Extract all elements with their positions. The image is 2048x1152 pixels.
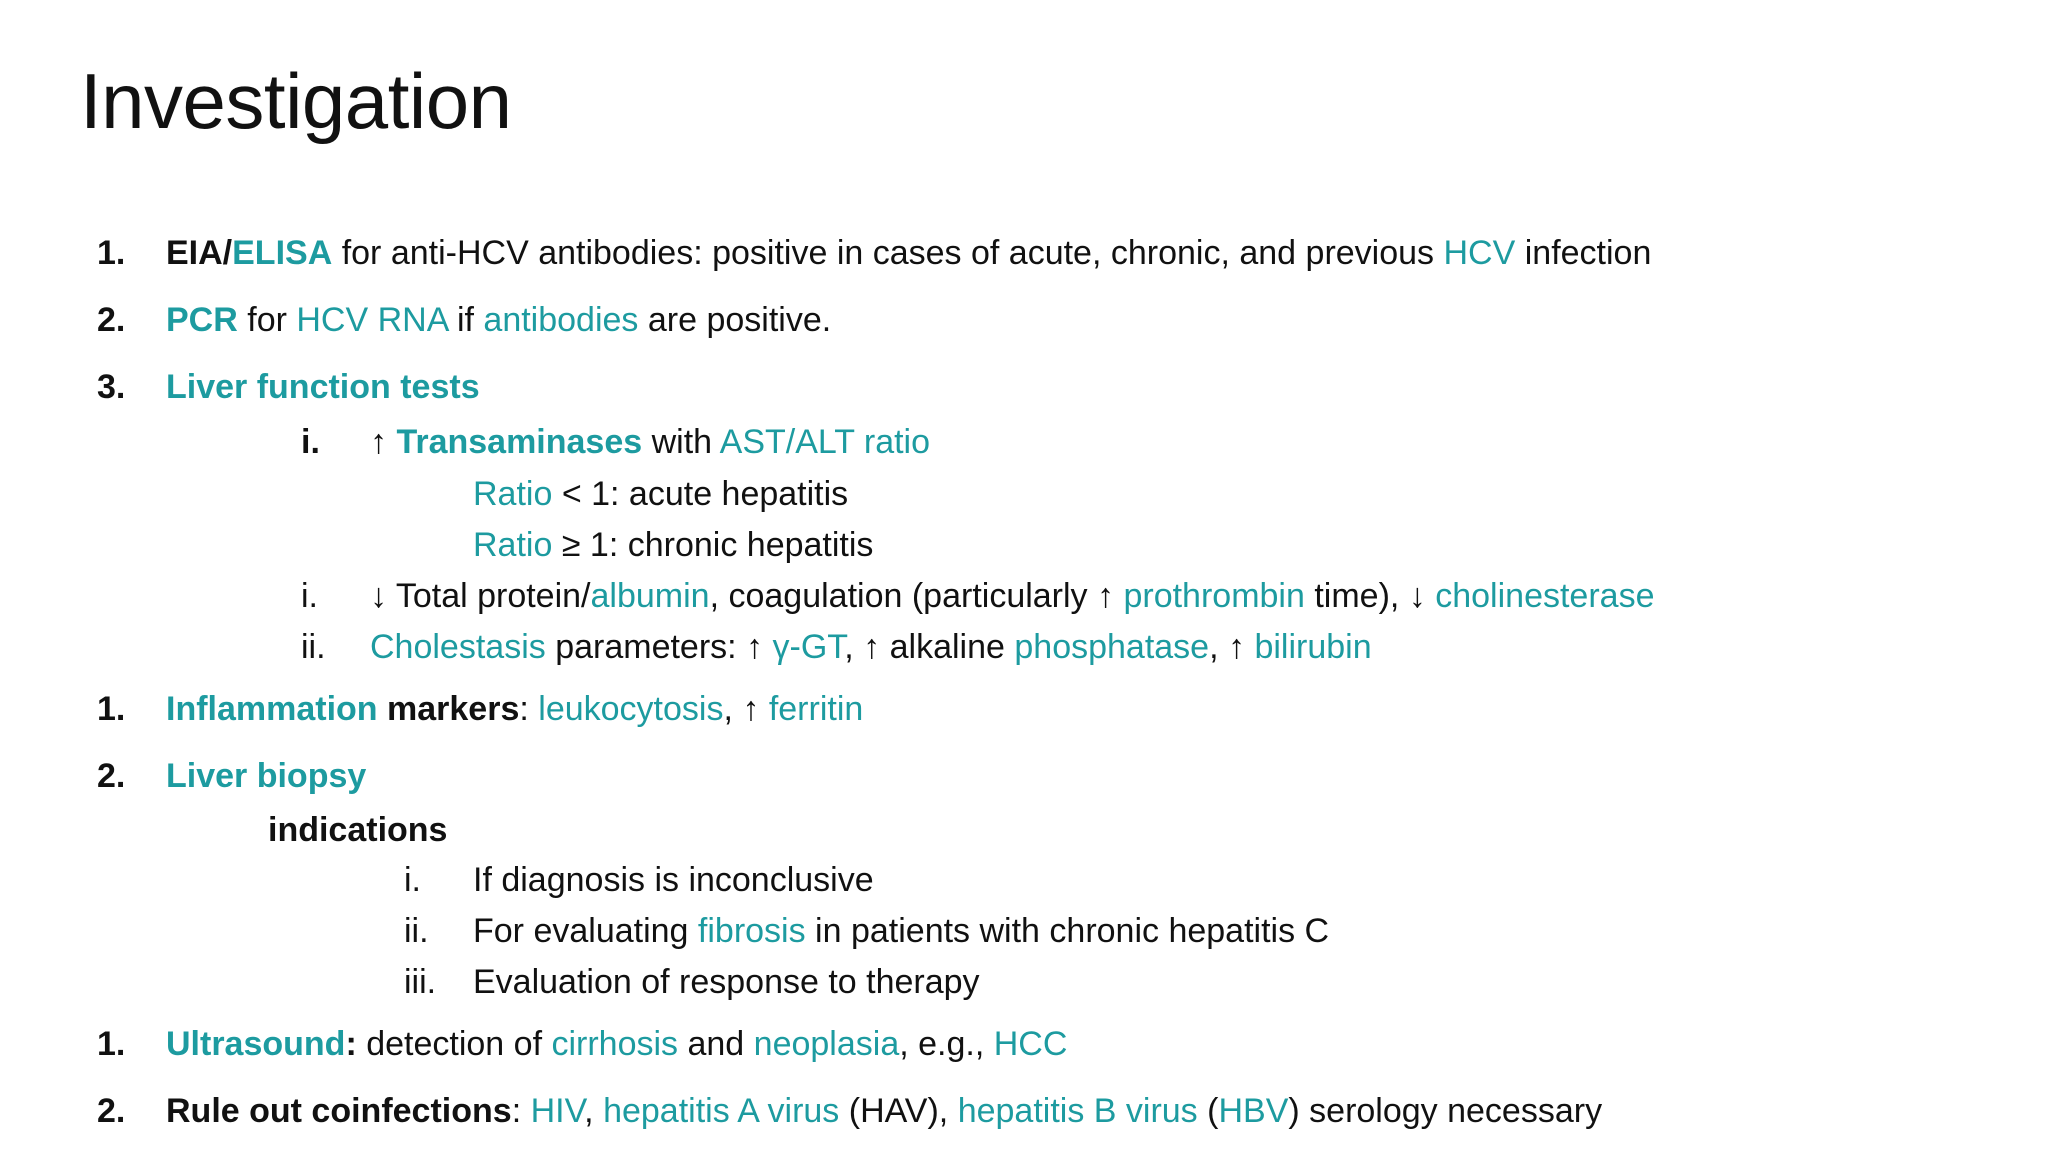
item-text: , e.g., — [899, 1025, 994, 1063]
indication-response: Evaluation of response to therapy — [473, 963, 980, 1001]
item-text: , — [584, 1092, 604, 1130]
item-text: for — [237, 301, 297, 339]
item-text: , ↑ — [723, 690, 769, 728]
sub-item-total-protein — [370, 579, 1654, 613]
item-text: for anti-HCV antibodies: positive in cases of acute, chronic, and previous — [332, 234, 1444, 272]
list-number: 3. — [97, 368, 126, 406]
term-fibrosis: fibrosis — [697, 912, 806, 950]
term-antibodies: antibodies — [483, 301, 639, 339]
ratio-chronic — [473, 528, 873, 562]
term-gamma-gt: γ-GT — [772, 628, 845, 666]
term-cirrhosis: cirrhosis — [551, 1025, 679, 1063]
indication-inconclusive: If diagnosis is inconclusive — [473, 861, 874, 899]
term-ferritin: ferritin — [768, 690, 864, 728]
term-inflammation: Inflammation — [166, 690, 378, 728]
indications-heading: indications — [268, 811, 448, 849]
list-number: 2. — [97, 1092, 126, 1130]
roman-number: ii. — [404, 912, 429, 950]
sub-item-cholestasis — [370, 630, 1372, 664]
term-bilirubin: bilirubin — [1254, 628, 1372, 666]
list-item-coinfections — [166, 1094, 1602, 1128]
list-item-inflammation-markers — [166, 692, 863, 726]
roman-number: i. — [404, 861, 421, 899]
list-number: 1. — [97, 690, 126, 728]
list-item-liver-function-tests: Liver function tests — [166, 368, 480, 406]
roman-number: ii. — [301, 628, 326, 666]
list-number: 1. — [97, 234, 126, 272]
roman-number: iii. — [404, 963, 437, 1001]
roman-number: i. — [301, 577, 318, 615]
item-text: < 1: acute hepatitis — [552, 475, 849, 513]
item-text: ( — [1197, 1092, 1219, 1130]
item-text: ≥ 1: chronic hepatitis — [552, 526, 874, 564]
term-ratio: Ratio — [473, 526, 553, 564]
term-ultrasound: Ultrasound — [166, 1025, 346, 1063]
ratio-acute — [473, 477, 848, 511]
item-colon: : — [345, 1025, 357, 1063]
item-text: , coagulation (particularly ↑ — [709, 577, 1124, 615]
term-hiv: HIV — [530, 1092, 585, 1130]
list-number: 1. — [97, 1025, 126, 1063]
term-elisa: ELISA — [232, 234, 333, 272]
term-eia: EIA/ — [166, 234, 233, 272]
term-markers: markers — [377, 690, 520, 728]
term-ast-alt-ratio: AST/ALT ratio — [719, 423, 931, 461]
indication-fibrosis — [473, 914, 1329, 948]
term-neoplasia: neoplasia — [753, 1025, 900, 1063]
term-pcr: PCR — [166, 301, 238, 339]
page-title: Investigation — [80, 57, 512, 145]
item-text: : — [519, 690, 539, 728]
term-hcv-rna: HCV RNA — [296, 301, 448, 339]
item-text: time), ↓ — [1304, 577, 1436, 615]
item-text: For evaluating — [473, 912, 698, 950]
term-albumin: albumin — [590, 577, 710, 615]
list-number: 2. — [97, 301, 126, 339]
sub-item-transaminases — [370, 425, 930, 459]
list-item-liver-biopsy: Liver biopsy — [166, 757, 367, 795]
term-hbv: HBV — [1218, 1092, 1289, 1130]
term-cholinesterase: cholinesterase — [1435, 577, 1655, 615]
item-text: ↓ Total protein/ — [370, 577, 591, 615]
term-hepatitis-a-virus: hepatitis A virus — [603, 1092, 840, 1130]
term-rule-out-coinfections: Rule out coinfections — [166, 1092, 512, 1130]
item-text: infection — [1515, 234, 1652, 272]
item-text: and — [678, 1025, 754, 1063]
up-arrow-icon: ↑ — [370, 423, 397, 461]
item-text: are positive. — [638, 301, 832, 339]
term-leukocytosis: leukocytosis — [538, 690, 724, 728]
term-transaminases: Transaminases — [396, 423, 643, 461]
roman-number: i. — [301, 423, 320, 461]
term-ratio: Ratio — [473, 475, 553, 513]
item-text: with — [642, 423, 720, 461]
item-text: , ↑ — [1209, 628, 1255, 666]
term-phosphatase: phosphatase — [1014, 628, 1210, 666]
list-item-ultrasound — [166, 1027, 1067, 1061]
term-hcv: HCV — [1443, 234, 1516, 272]
list-item-eia-elisa — [166, 236, 1651, 270]
term-cholestasis: Cholestasis — [370, 628, 546, 666]
term-hepatitis-b-virus: hepatitis B virus — [957, 1092, 1198, 1130]
item-text: (HAV), — [839, 1092, 958, 1130]
item-text: in patients with chronic hepatitis C — [805, 912, 1330, 950]
item-text: , ↑ alkaline — [844, 628, 1015, 666]
list-item-pcr — [166, 303, 831, 337]
term-hcc: HCC — [993, 1025, 1068, 1063]
item-text: if — [447, 301, 484, 339]
list-number: 2. — [97, 757, 126, 795]
item-text: detection of — [356, 1025, 552, 1063]
item-text: : — [511, 1092, 531, 1130]
term-prothrombin: prothrombin — [1123, 577, 1305, 615]
item-text: ) serology necessary — [1288, 1092, 1603, 1130]
item-text: parameters: ↑ — [545, 628, 773, 666]
